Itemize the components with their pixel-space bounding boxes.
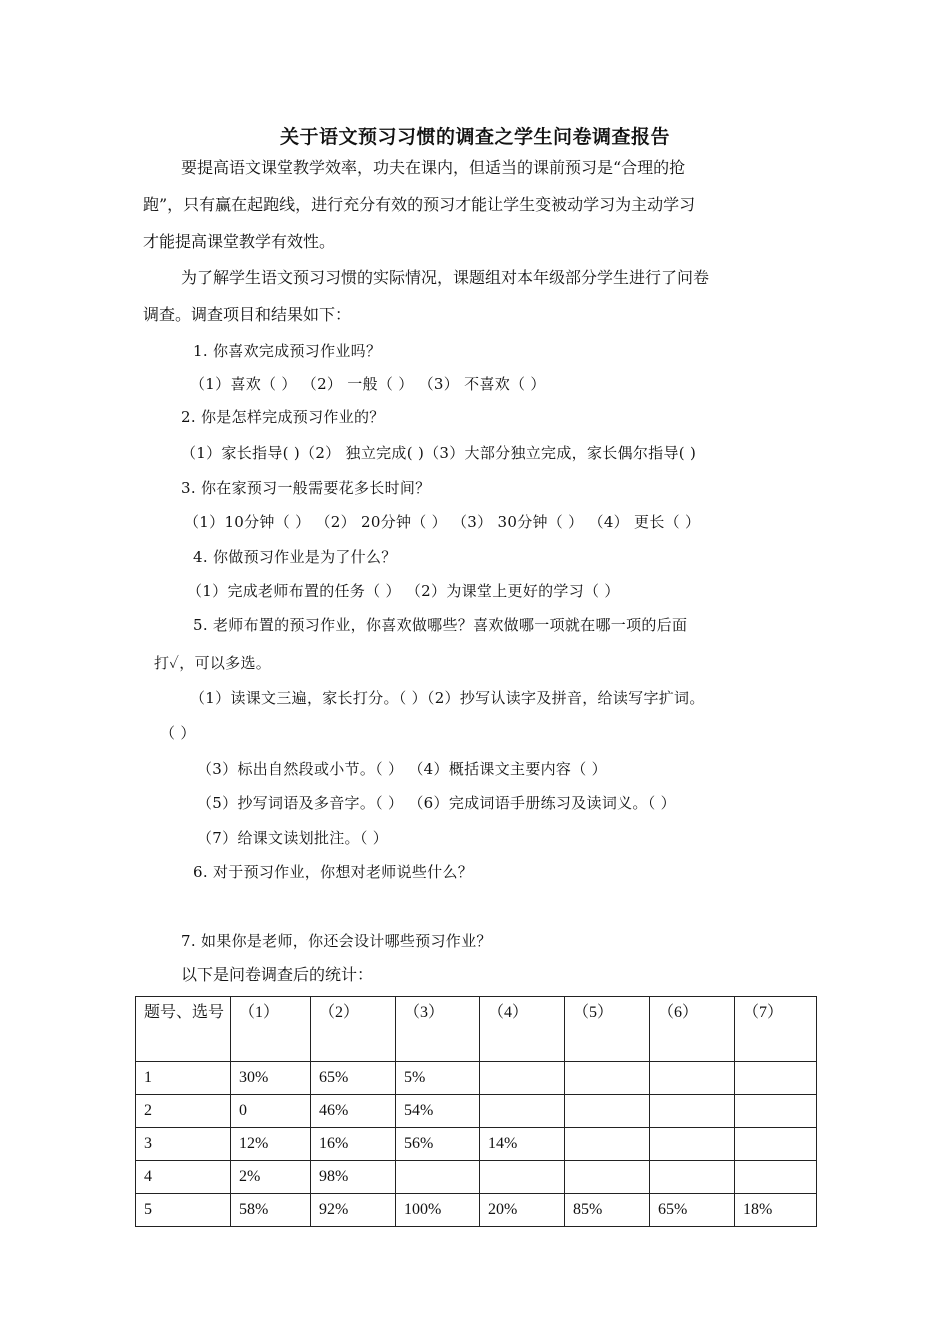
table-cell — [396, 1161, 480, 1194]
question-5-options: （7）给课文读划批注。（ ） — [197, 829, 389, 847]
table-cell — [480, 1161, 565, 1194]
table-header-row — [136, 997, 817, 1062]
table-cell — [565, 1062, 650, 1095]
question-2: 2. 你是怎样完成预习作业的？ — [181, 408, 385, 426]
table-cell: 20% — [480, 1194, 565, 1227]
table-cell: 3 — [136, 1128, 231, 1161]
intro-line: 跑”，只有赢在起跑线，进行充分有效的预习才能让学生变被动学习为主动学习 — [143, 195, 696, 214]
table-row — [136, 1095, 817, 1128]
intro-line: 调查。调查项目和结果如下： — [143, 305, 352, 324]
table-cell — [565, 1128, 650, 1161]
table-cell: 1 — [136, 1062, 231, 1095]
table-cell — [650, 1095, 735, 1128]
table-cell — [650, 1128, 735, 1161]
table-cell: 2% — [231, 1161, 311, 1194]
table-cell: 12% — [231, 1128, 311, 1161]
question-1-options: （1）喜欢（ ） （2） 一般（ ） （3） 不喜欢（ ） — [190, 375, 546, 393]
question-4-options: （1）完成老师布置的任务（ ） （2）为课堂上更好的学习（ ） — [187, 582, 620, 600]
question-5-options: （1）读课文三遍，家长打分。（ ）（2）抄写认读字及拼音，给读写字扩词。 — [190, 689, 705, 707]
table-cell: 92% — [311, 1194, 396, 1227]
table-header-cell: 题号、选号 — [136, 997, 231, 1062]
question-5-options: （5）抄写词语及多音字。（ ） （6）完成词语手册练习及读词义。（ ） — [197, 794, 676, 812]
table-header-cell: （3） — [396, 997, 480, 1062]
table-header-cell: （5） — [565, 997, 650, 1062]
table-cell: 5% — [396, 1062, 480, 1095]
question-6: 6. 对于预习作业，你想对老师说些什么？ — [193, 863, 474, 881]
table-cell: 2 — [136, 1095, 231, 1128]
table-cell: 65% — [311, 1062, 396, 1095]
table-cell: 16% — [311, 1128, 396, 1161]
table-cell — [480, 1062, 565, 1095]
table-row — [136, 1062, 817, 1095]
question-4: 4. 你做预习作业是为了什么？ — [193, 548, 397, 566]
table-cell: 100% — [396, 1194, 480, 1227]
table-header-cell: （6） — [650, 997, 735, 1062]
table-header-cell: （4） — [480, 997, 565, 1062]
table-cell — [480, 1095, 565, 1128]
intro-line: 为了解学生语文预习习惯的实际情况，课题组对本年级部分学生进行了问卷 — [181, 268, 710, 287]
table-cell: 98% — [311, 1161, 396, 1194]
table-cell — [735, 1128, 817, 1161]
table-cell — [565, 1161, 650, 1194]
table-cell: 18% — [735, 1194, 817, 1227]
table-cell — [735, 1062, 817, 1095]
question-1: 1. 你喜欢完成预习作业吗？ — [193, 342, 382, 360]
question-3-options: （1）10分钟（ ） （2） 20分钟（ ） （3） 30分钟（ ） （4） 更长（ ） — [184, 513, 701, 531]
table-cell — [650, 1062, 735, 1095]
table-row — [136, 1194, 817, 1227]
question-5: 5. 老师布置的预习作业，你喜欢做哪些？喜欢做哪一项就在哪一项的后面 — [193, 616, 688, 634]
table-cell — [735, 1161, 817, 1194]
table-cell: 85% — [565, 1194, 650, 1227]
question-2-options: （1）家长指导( )（2） 独立完成( )（3）大部分独立完成，家长偶尔指导( ) — [181, 444, 697, 462]
stats-table — [135, 996, 817, 1227]
table-cell: 5 — [136, 1194, 231, 1227]
question-7: 7. 如果你是老师，你还会设计哪些预习作业？ — [181, 932, 492, 950]
table-cell: 56% — [396, 1128, 480, 1161]
table-cell: 54% — [396, 1095, 480, 1128]
table-cell — [650, 1161, 735, 1194]
table-header-cell: （7） — [735, 997, 817, 1062]
table-header-cell: （1） — [231, 997, 311, 1062]
table-cell: 46% — [311, 1095, 396, 1128]
table-cell: 65% — [650, 1194, 735, 1227]
question-5-options: （3）标出自然段或小节。（ ） （4）概括课文主要内容（ ） — [197, 760, 607, 778]
table-cell — [565, 1095, 650, 1128]
table-cell: 14% — [480, 1128, 565, 1161]
stats-intro: 以下是问卷调查后的统计： — [181, 965, 374, 984]
intro-line: 才能提高课堂教学有效性。 — [143, 232, 336, 251]
table-row — [136, 1161, 817, 1194]
table-cell: 58% — [231, 1194, 311, 1227]
table-cell: 4 — [136, 1161, 231, 1194]
question-5-note: 打✓，可以多选。 — [154, 654, 272, 672]
question-5-options: （ ） — [160, 724, 196, 742]
table-row — [136, 1128, 817, 1161]
table-cell — [735, 1095, 817, 1128]
document-title: 关于语文预习习惯的调查之学生问卷调查报告 — [279, 126, 670, 148]
intro-line: 要提高语文课堂教学效率，功夫在课内，但适当的课前预习是“合理的抢 — [181, 158, 686, 177]
question-3: 3. 你在家预习一般需要花多长时间？ — [181, 479, 431, 497]
table-header-cell: （2） — [311, 997, 396, 1062]
table-cell: 0 — [231, 1095, 311, 1128]
table-cell: 30% — [231, 1062, 311, 1095]
